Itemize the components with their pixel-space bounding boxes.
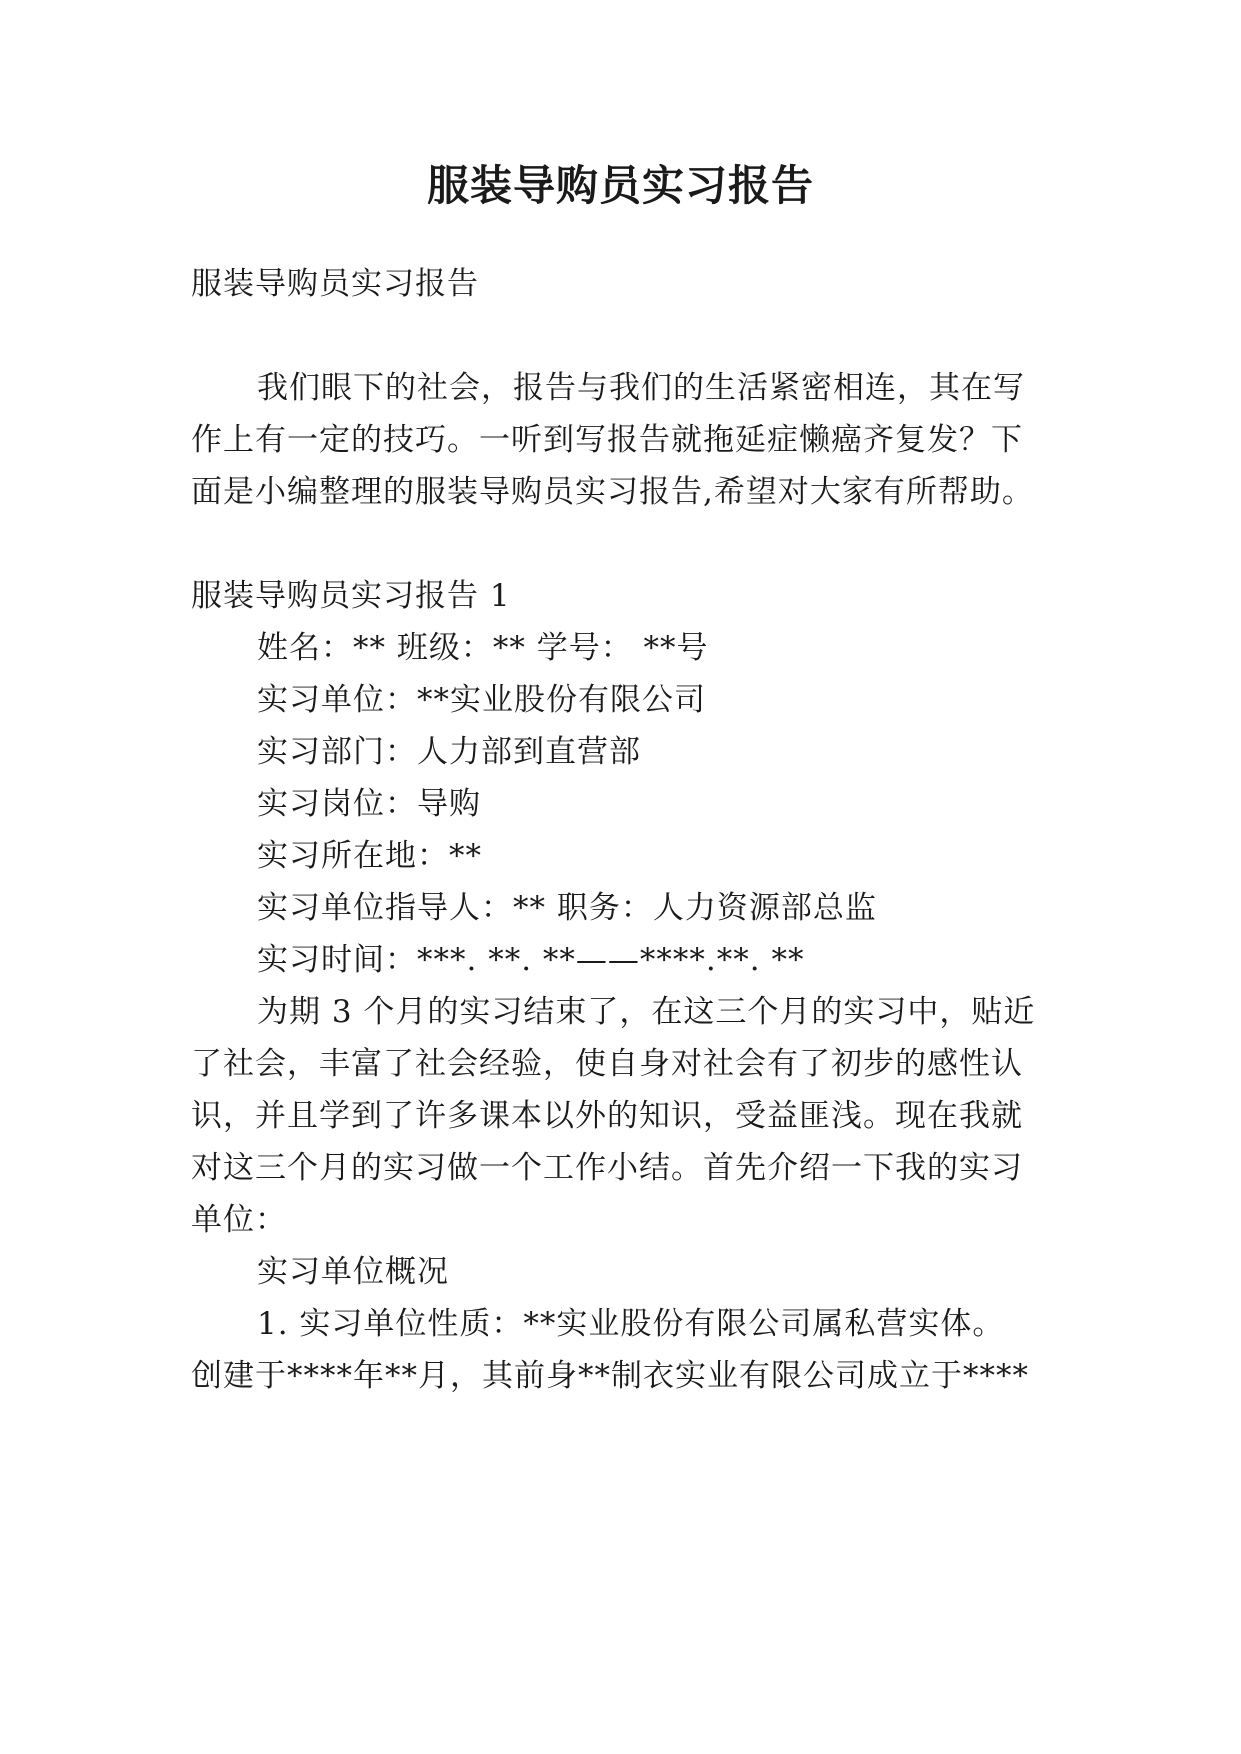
info-unit: 实习单位：**实业股份有限公司 (257, 682, 706, 718)
info-name-line: 姓名：** 班级：** 学号： **号 (257, 630, 709, 666)
document-subtitle: 服装导购员实习报告 (191, 266, 479, 302)
summary-line-5: 单位： (191, 1202, 287, 1238)
nature-line-2: 创建于****年**月，其前身**制衣实业有限公司成立于**** (191, 1358, 1029, 1394)
summary-line-2: 了社会，丰富了社会经验，使自身对社会有了初步的感性认 (191, 1046, 1023, 1082)
info-location: 实习所在地：** (257, 838, 482, 874)
info-position: 实习岗位：导购 (257, 786, 481, 822)
summary-line-1: 为期 3 个月的实习结束了，在这三个月的实习中，贴近 (257, 994, 1036, 1030)
document-title: 服装导购员实习报告 (426, 161, 814, 210)
summary-line-3: 识，并且学到了许多课本以外的知识，受益匪浅。现在我就 (191, 1098, 1023, 1134)
overview-heading: 实习单位概况 (257, 1254, 449, 1290)
section-heading: 服装导购员实习报告 1 (191, 578, 511, 614)
intro-line-2: 作上有一定的技巧。一听到写报告就拖延症懒癌齐复发？下 (191, 422, 1023, 458)
info-period: 实习时间：***. **. **——****.**. ** (257, 942, 805, 978)
nature-line-1: 1. 实习单位性质：**实业股份有限公司属私营实体。 (257, 1306, 1005, 1342)
info-supervisor: 实习单位指导人：** 职务：人力资源部总监 (257, 890, 877, 926)
summary-line-4: 对这三个月的实习做一个工作小结。首先介绍一下我的实习 (191, 1150, 1023, 1186)
intro-line-3: 面是小编整理的服装导购员实习报告,希望对大家有所帮助。 (191, 474, 1034, 510)
intro-line-1: 我们眼下的社会，报告与我们的生活紧密相连，其在写 (257, 370, 1025, 406)
info-department: 实习部门：人力部到直营部 (257, 734, 641, 770)
